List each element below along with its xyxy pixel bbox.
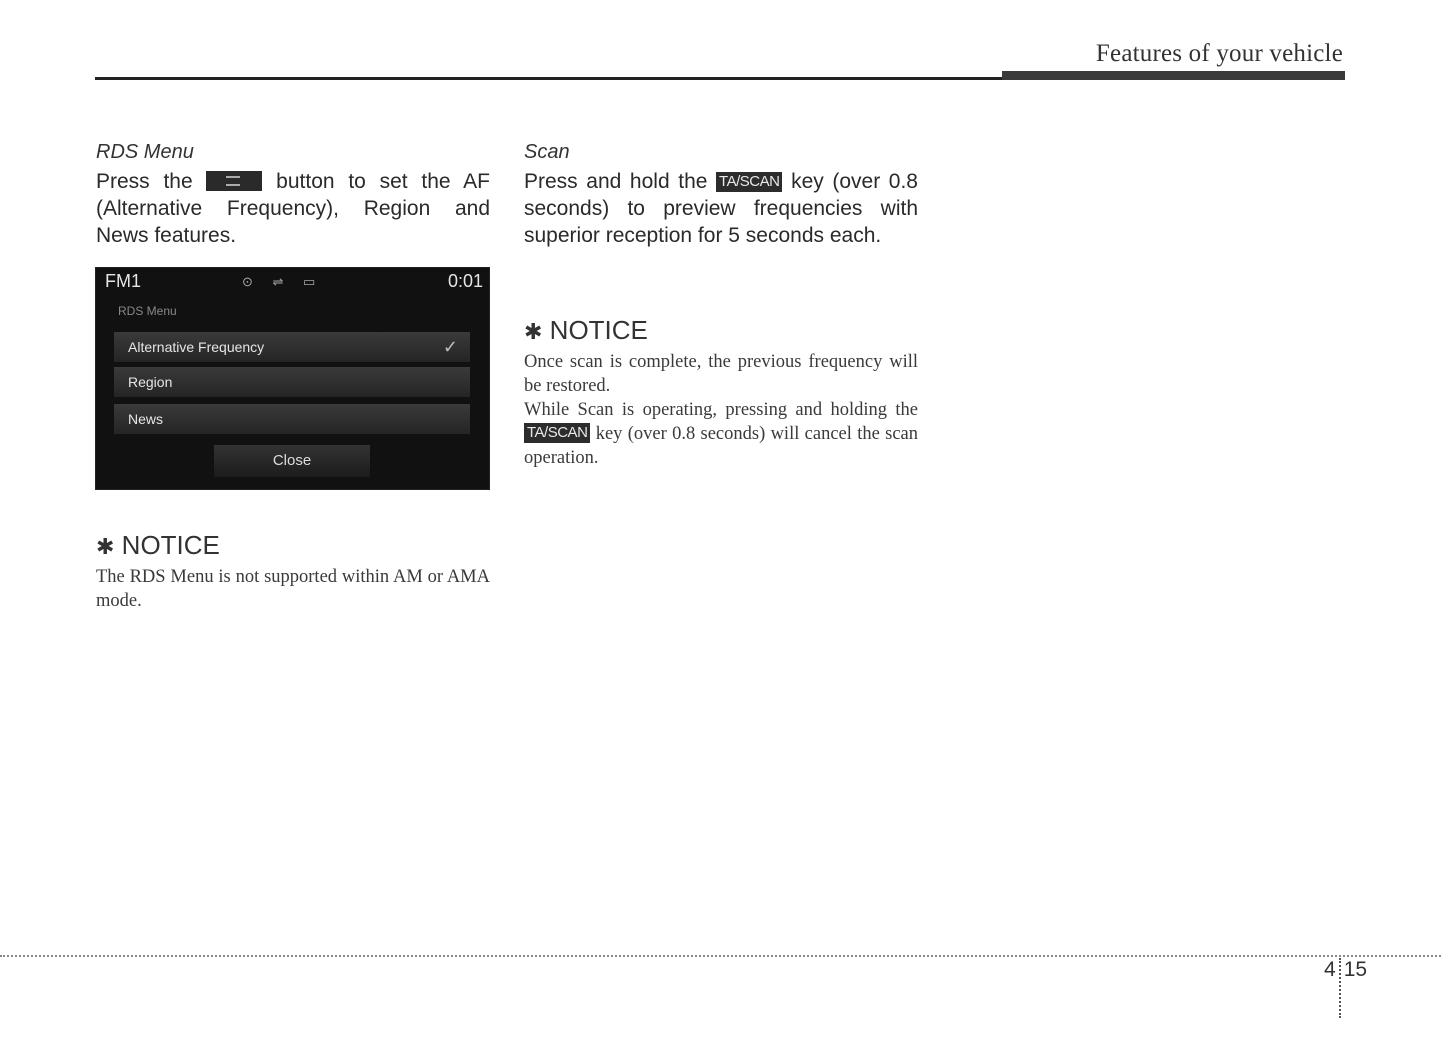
page-number: [1324, 958, 1367, 1018]
screen-status-bar: [96, 268, 489, 294]
page-number-value: 15: [1343, 958, 1368, 981]
notice-heading: [96, 530, 490, 561]
close-button[interactable]: Close: [214, 445, 370, 477]
rds-menu-section: [96, 141, 490, 249]
notice-scan: [524, 315, 918, 470]
chapter-number: 4: [1324, 958, 1336, 981]
menu-item-news[interactable]: [114, 404, 470, 434]
notice-body-2-before: While Scan is operating, pressing and holding the: [524, 400, 918, 420]
scan-heading: Scan: [524, 141, 570, 163]
check-icon: ✓: [442, 337, 458, 357]
notice-body-2-after: key (over 0.8 seconds) will cancel the scan operation.: [524, 424, 918, 468]
rds-menu-text: [96, 168, 490, 249]
notice-body-1: Once scan is complete, the previous frequency will be restored.: [524, 352, 918, 396]
scan-section: [524, 141, 918, 249]
rds-menu-text-after: button to set the AF (Alternative Frequency), Region and News features.: [96, 170, 490, 247]
screen-title: RDS Menu: [118, 304, 177, 318]
notice-rds: [96, 530, 490, 613]
scan-text: [524, 168, 918, 249]
scan-text-after: key (over 0.8 seconds) to preview frequencies with superior reception for 5 seconds each.: [524, 170, 918, 247]
notice-body: The RDS Menu is not supported within AM or AMA mode.: [96, 567, 490, 611]
rds-menu-screen: [95, 267, 490, 490]
rds-menu-heading: RDS Menu: [96, 141, 194, 163]
notice-body-2: [524, 398, 918, 470]
footer-rule: [0, 955, 1441, 957]
status-icons: ⊙ ⇌ ▭: [242, 274, 324, 289]
screen-mode: FM1: [105, 271, 141, 291]
star-icon: ✱: [524, 319, 543, 344]
page-number-separator: [1339, 958, 1341, 1018]
ta-scan-key: TA/SCAN: [716, 172, 782, 192]
notice-heading-text: NOTICE: [121, 530, 220, 560]
menu-icon: [206, 171, 262, 191]
menu-item-label: Region: [128, 374, 173, 390]
rds-menu-text-before: Press the: [96, 170, 193, 193]
scan-text-before: Press and hold the: [524, 170, 708, 193]
star-icon: ✱: [96, 534, 115, 559]
menu-item-label: News: [128, 411, 164, 427]
notice-heading-text: NOTICE: [549, 315, 648, 345]
menu-item-label: Alternative Frequency: [128, 339, 265, 355]
menu-item-alternative-frequency[interactable]: [114, 332, 470, 362]
notice-heading: [524, 315, 918, 346]
ta-scan-key: TA/SCAN: [524, 423, 590, 443]
header-rule-accent: [1002, 71, 1345, 80]
header-title: Features of your vehicle: [1095, 40, 1343, 67]
menu-item-region[interactable]: [114, 367, 470, 397]
screen-time: 0:01: [447, 271, 483, 291]
